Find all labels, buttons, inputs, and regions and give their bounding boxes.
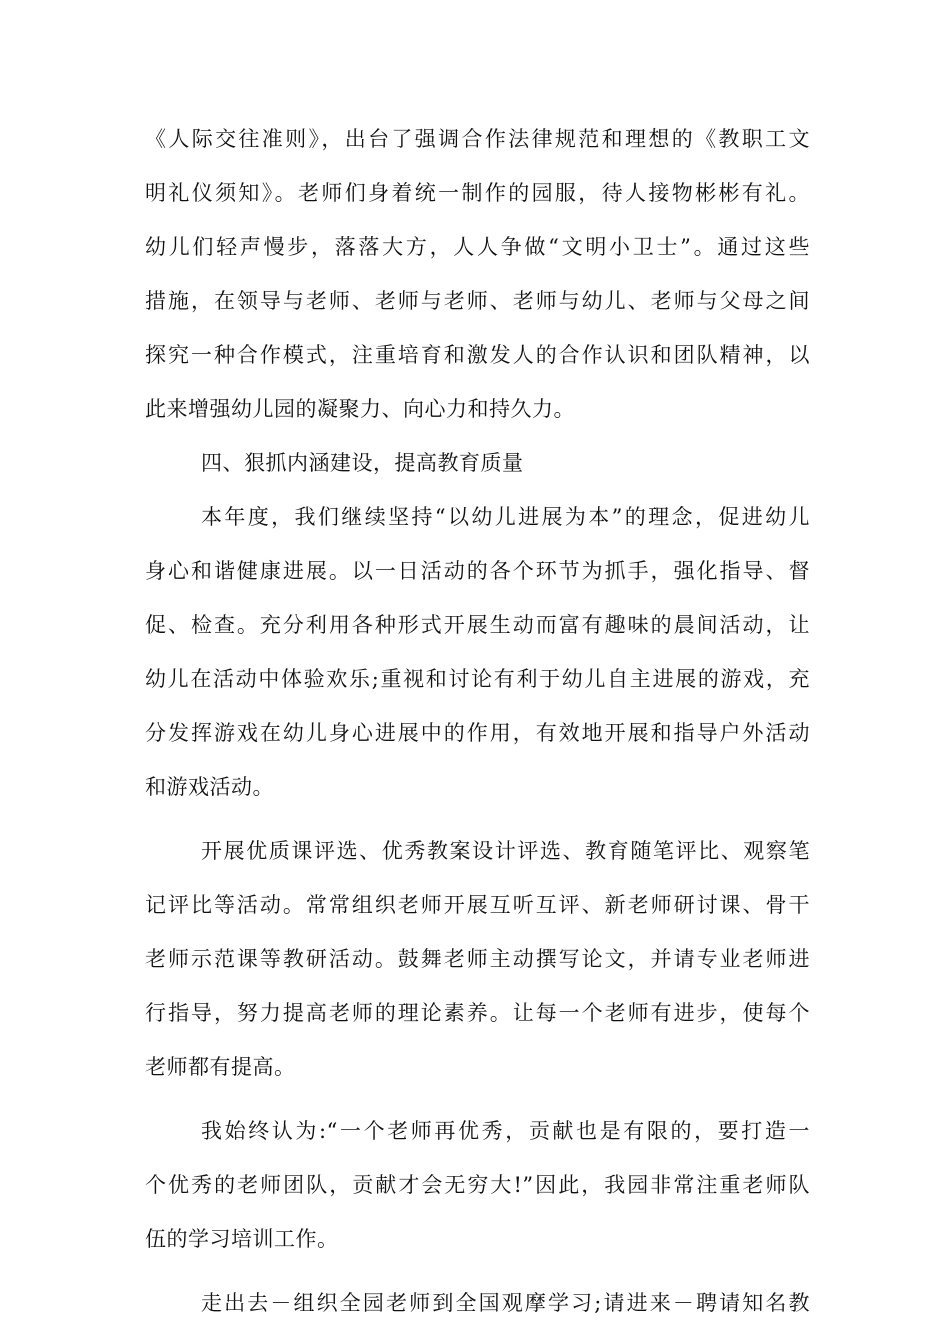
text-line: 身心和谐健康进展。以一日活动的各个环节为抓手，强化指导、督: [145, 559, 810, 583]
text-line: 开展优质课评选、优秀教案设计评选、教育随笔评比、观察笔: [201, 839, 810, 863]
text-line: 我始终认为:“一个老师再优秀，贡献也是有限的，要打造一: [201, 1119, 810, 1143]
text-line: 本年度，我们继续坚持“以幼儿进展为本”的理念，促进幼儿: [201, 505, 810, 529]
section-heading: 四、狠抓内涵建设，提高教育质量: [201, 451, 524, 475]
text-line: 行指导，努力提高老师的理论素养。让每一个老师有进步，使每个: [145, 1001, 810, 1025]
document-body: [145, 112, 810, 1330]
text-line: 幼儿在活动中体验欢乐;重视和讨论有利于幼儿自主进展的游戏，充: [145, 667, 810, 691]
text-line: 走出去－组织全园老师到全国观摩学习;请进来－聘请知名教: [201, 1291, 810, 1315]
text-line: 明礼仪须知》。老师们身着统一制作的园服，待人接物彬彬有礼。: [145, 181, 810, 205]
text-line: 促、检查。充分利用各种形式开展生动而富有趣味的晨间活动，让: [145, 613, 810, 637]
text-line: 探究一种合作模式，注重培育和激发人的合作认识和团队精神，以: [145, 343, 810, 367]
text-line: 此来增强幼儿园的凝聚力、向心力和持久力。: [145, 397, 575, 421]
text-line: 老师示范课等教研活动。鼓舞老师主动撰写论文，并请专业老师进: [145, 947, 810, 971]
text-line: 和游戏活动。: [145, 775, 274, 799]
text-line: 个优秀的老师团队，贡献才会无穷大!”因此，我园非常注重老师队: [145, 1173, 810, 1197]
text-line: 分发挥游戏在幼儿身心进展中的作用，有效地开展和指导户外活动: [145, 721, 810, 745]
text-line: 记评比等活动。常常组织老师开展互听互评、新老师研讨课、骨干: [145, 893, 810, 917]
text-line: 伍的学习培训工作。: [145, 1227, 339, 1251]
text-line: 《人际交往准则》，出台了强调合作法律规范和理想的《教职工文: [145, 127, 810, 151]
text-line: 措施，在领导与老师、老师与老师、老师与幼儿、老师与父母之间: [145, 289, 810, 313]
text-line: 老师都有提高。: [145, 1055, 296, 1079]
text-line: 幼儿们轻声慢步，落落大方，人人争做“文明小卫士”。通过这些: [145, 235, 810, 259]
